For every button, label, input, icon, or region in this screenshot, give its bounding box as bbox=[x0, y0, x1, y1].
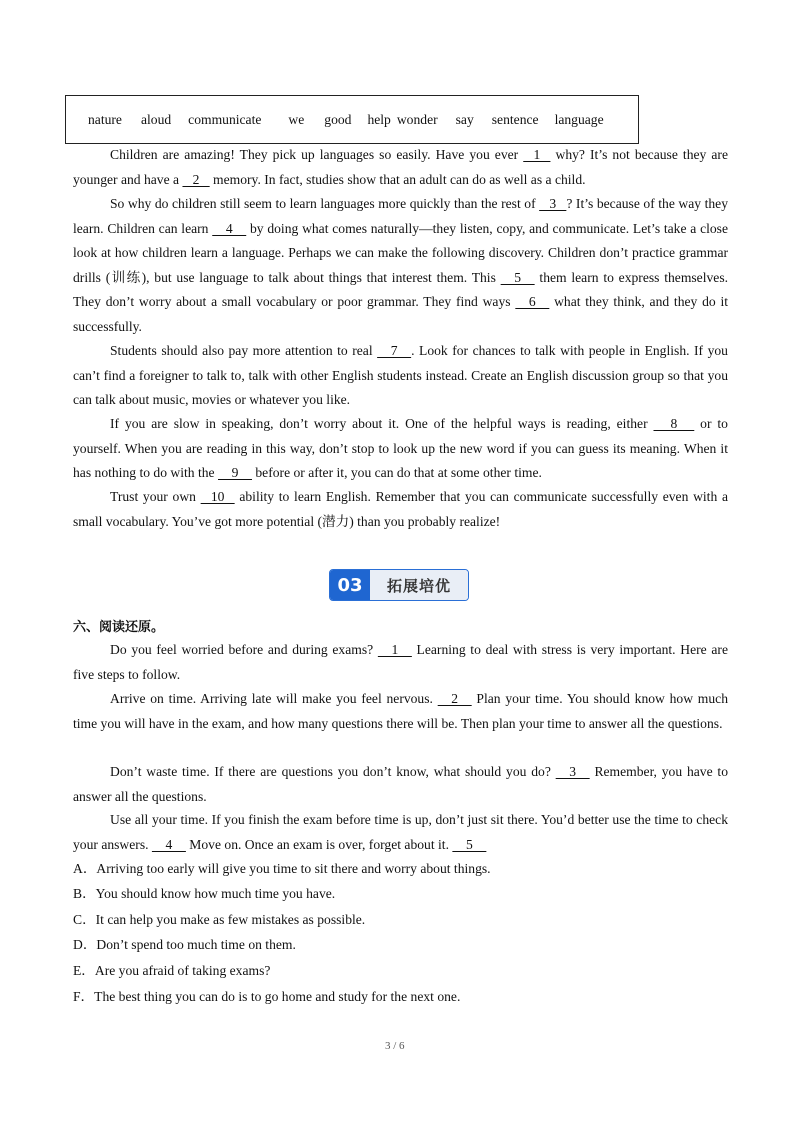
blank-6[interactable]: 6 bbox=[515, 294, 550, 309]
reading-blank-2[interactable]: 2 bbox=[437, 691, 472, 706]
blank-4[interactable]: 4 bbox=[212, 220, 247, 236]
option-f: F．The best thing you can do is to go home and study for the next one. bbox=[73, 989, 461, 1004]
cloze-paragraph-4: If you are slow in speaking, don’t worry about it. One of the helpful ways is reading, either 8 or to yourself. When you are reading in this way, don’t stop to look up the new word if you can guess its meaning. When it has nothing to do with the 9 before or after it, you can do that at some other time. bbox=[73, 412, 728, 486]
reading-blank-5[interactable]: 5 bbox=[452, 836, 487, 852]
section-title: 六、阅读还原。 bbox=[73, 620, 165, 635]
cloze-paragraph-1: Children are amazing! They pick up languages so easily. Have you ever 1 why? It’s not because they are younger and have a 2 memory. In fact, studies show that an adult can do as well as a child. bbox=[73, 143, 728, 192]
blank-3[interactable]: 3 bbox=[539, 196, 567, 211]
blank-8[interactable]: 8 bbox=[653, 416, 695, 431]
reading-blank-3[interactable]: 3 bbox=[555, 764, 590, 779]
blank-5[interactable]: 5 bbox=[500, 269, 535, 285]
blank-2[interactable]: 2 bbox=[182, 171, 210, 187]
word-bank-word: nature bbox=[88, 111, 122, 127]
word-bank-word: say bbox=[455, 111, 474, 127]
section-badge-number: 03 bbox=[330, 570, 370, 600]
word-bank-word: help bbox=[367, 111, 391, 127]
blank-9[interactable]: 9 bbox=[218, 465, 252, 480]
page-number: 3 / 6 bbox=[385, 1040, 405, 1052]
cloze-paragraph-3: Students should also pay more attention to real 7 . Look for chances to talk with people in English. If you can’t find a foreigner to talk to, talk with other English students instead. Create an English discussion group so that you can talk about music, movies or whatever you like. bbox=[73, 339, 728, 413]
reading-paragraph-4: Use all your time. If you finish the exam before time is up, don’t just sit there. You’d better use the time to check your answers. 4 Move on. Once an exam is over, forget about it. 5 bbox=[73, 808, 728, 857]
option-e: E．Are you afraid of taking exams? bbox=[73, 963, 271, 978]
reading-paragraph-3: Don’t waste time. If there are questions you don’t know, what should you do? 3 Remember, you have to answer all the questions. bbox=[73, 760, 728, 809]
option-a: A．Arriving too early will give you time to sit there and worry about things. bbox=[73, 861, 491, 876]
reading-paragraph-1: Do you feel worried before and during exams? 1 Learning to deal with stress is very important. Here are five steps to follow. bbox=[73, 638, 728, 687]
word-bank-word: communicate bbox=[188, 111, 262, 127]
word-bank-word: we bbox=[288, 111, 305, 127]
option-c: C．It can help you make as few mistakes as possible. bbox=[73, 912, 366, 927]
word-bank-box bbox=[65, 95, 639, 144]
blank-7[interactable]: 7 bbox=[377, 343, 412, 358]
blank-1[interactable]: 1 bbox=[523, 147, 551, 162]
cloze-paragraph-5: Trust your own 10 ability to learn English. Remember that you can communicate successfully even with a small vocabulary. You’ve got more potential (潜力) than you probably realize! bbox=[73, 485, 728, 534]
word-bank-word: aloud bbox=[140, 111, 172, 127]
cloze-paragraph-2: So why do children still seem to learn languages more quickly than the rest of 3 ? It’s because of the way they learn. Children can learn 4 by doing what comes naturally—they listen, copy, and communicate. Let’s take a close look at how children learn a language. Perhaps we can make the following discovery. Children don’t practice grammar drills (训练), but use language to talk about things that interest them. This 5 them learn to express themselves. They don’t worry about a small vocabulary or poor grammar. They find ways 6 what they think, and they do it successfully. bbox=[73, 192, 728, 339]
word-bank-word: good bbox=[324, 111, 352, 127]
word-bank-word: sentence bbox=[491, 111, 539, 127]
reading-blank-1[interactable]: 1 bbox=[377, 642, 412, 657]
option-b: B．You should know how much time you have. bbox=[73, 886, 336, 901]
blank-10[interactable]: 10 bbox=[200, 489, 235, 504]
word-bank-word: language bbox=[554, 111, 604, 127]
section-badge-label: 拓展培优 bbox=[370, 570, 468, 600]
word-bank-word: wonder bbox=[396, 111, 438, 127]
section-badge bbox=[329, 569, 469, 601]
reading-blank-4[interactable]: 4 bbox=[151, 836, 186, 852]
option-d: D．Don’t spend too much time on them. bbox=[73, 937, 296, 952]
reading-paragraph-2: Arrive on time. Arriving late will make you feel nervous. 2 Plan your time. You should know how much time you will have in the exam, and how many questions there will be. Then plan your time to answer all the questions. bbox=[73, 687, 728, 736]
